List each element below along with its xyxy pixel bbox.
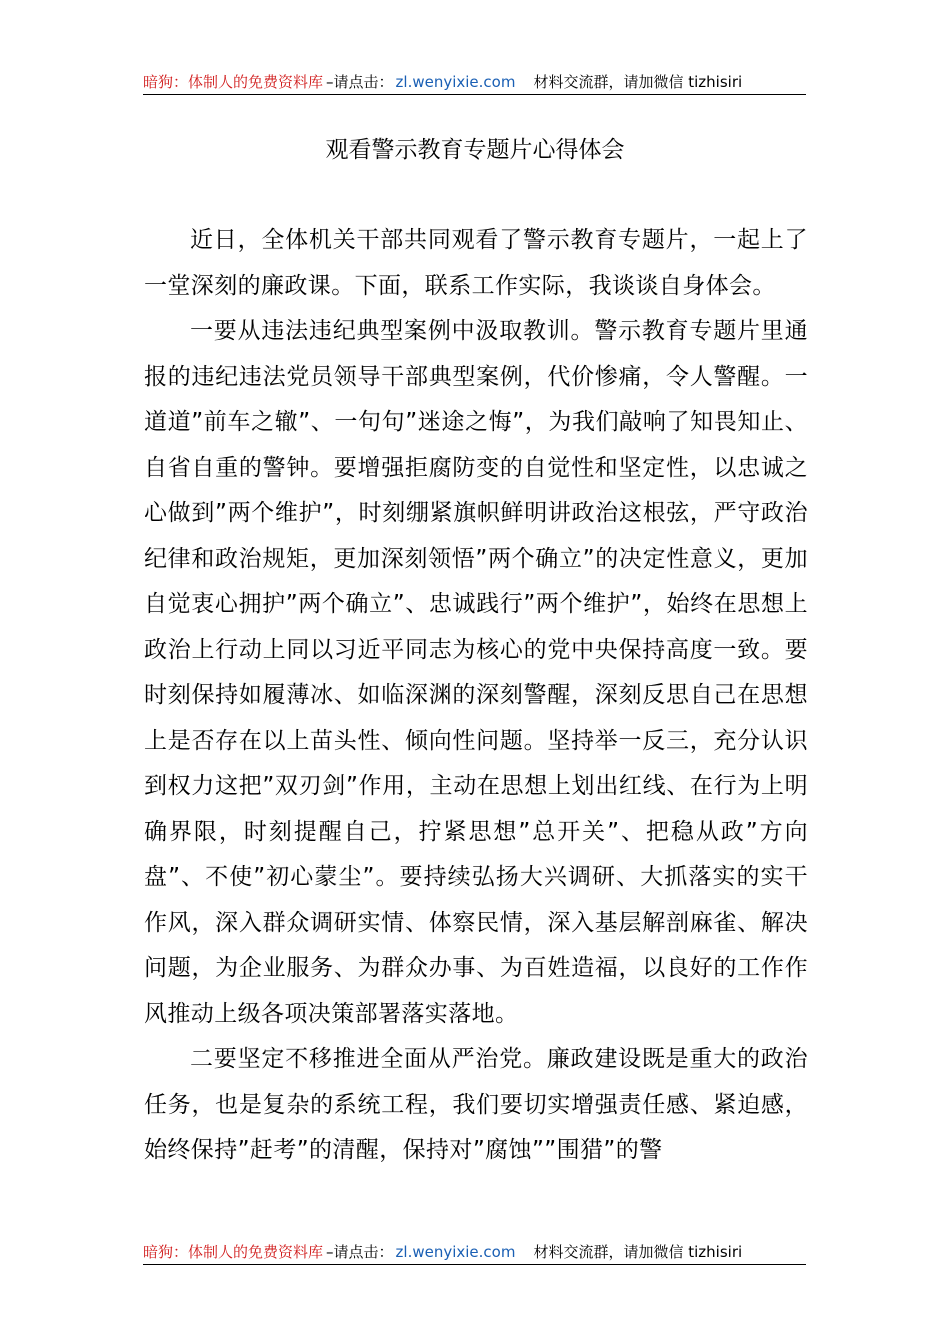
document-title: 观看警示教育专题片心得体会 (325, 137, 625, 163)
footer-site-name: 暗狗：体制人的免费资料库 (143, 1243, 324, 1261)
footer-link-prefix: –请点击： (326, 1243, 394, 1261)
paragraph-point-one: 一要从违法违纪典型案例中汲取教训。警示教育专题片里通报的违纪违法党员领导干部典型案例，代价惨痛，令人警醒。一道道”前车之辙”、一句句”迷途之悔”，为我们敲响了知畏知止、自省自重的警钟。要增强拒腐防变的自觉性和坚定性，以忠诚之心做到”两个维护”，时刻绷紧旗帜鲜明讲政治这根弦，严守政治纪律和政治规矩，更加深刻领悟”两个确立”的决定性意义，更加自觉衷心拥护”两个确立”、忠诚践行”两个维护”，始终在思想上政治上行动上同以习近平同志为核心的党中央保持高度一致。要时刻保持如履薄冰、如临深渊的深刻警醒，深刻反思自己在思想上是否存在以上苗头性、倾向性问题。坚持举一反三，充分认识到权力这把”双刃剑”作用，主动在思想上划出红线、在行为上明确界限，时刻提醒自己，拧紧思想”总开关”、把稳从政”方向盘”、不使”初心蒙尘”。要持续弘扬大兴调研、大抓落实的实干作风，深入群众调研实情、体察民情，深入基层解剖麻雀、解决问题，为企业服务、为群众办事、为百姓造福，以良好的工作作风推动上级各项决策部署落实落地。 (144, 318, 808, 1027)
header-link[interactable]: zl.wenyixie.com (395, 73, 516, 91)
paragraph-intro: 近日，全体机关干部共同观看了警示教育专题片，一起上了一堂深刻的廉政课。下面，联系工作实际，我谈谈自身体会。 (144, 227, 808, 299)
document-body (144, 218, 808, 1174)
header-contact: 材料交流群，请加微信 tizhisiri (533, 73, 743, 91)
footer-link[interactable]: zl.wenyixie.com (395, 1243, 516, 1261)
paragraph-point-two: 二要坚定不移推进全面从严治党。廉政建设既是重大的政治任务，也是复杂的系统工程，我们要切实增强责任感、紧迫感，始终保持”赶考”的清醒，保持对”腐蚀””围猎”的警 (144, 1046, 808, 1163)
header-site-name: 暗狗：体制人的免费资料库 (143, 73, 324, 91)
page-header (143, 70, 806, 95)
page-footer (143, 1240, 806, 1265)
header-link-prefix: –请点击： (326, 73, 394, 91)
footer-contact: 材料交流群，请加微信 tizhisiri (533, 1243, 743, 1261)
